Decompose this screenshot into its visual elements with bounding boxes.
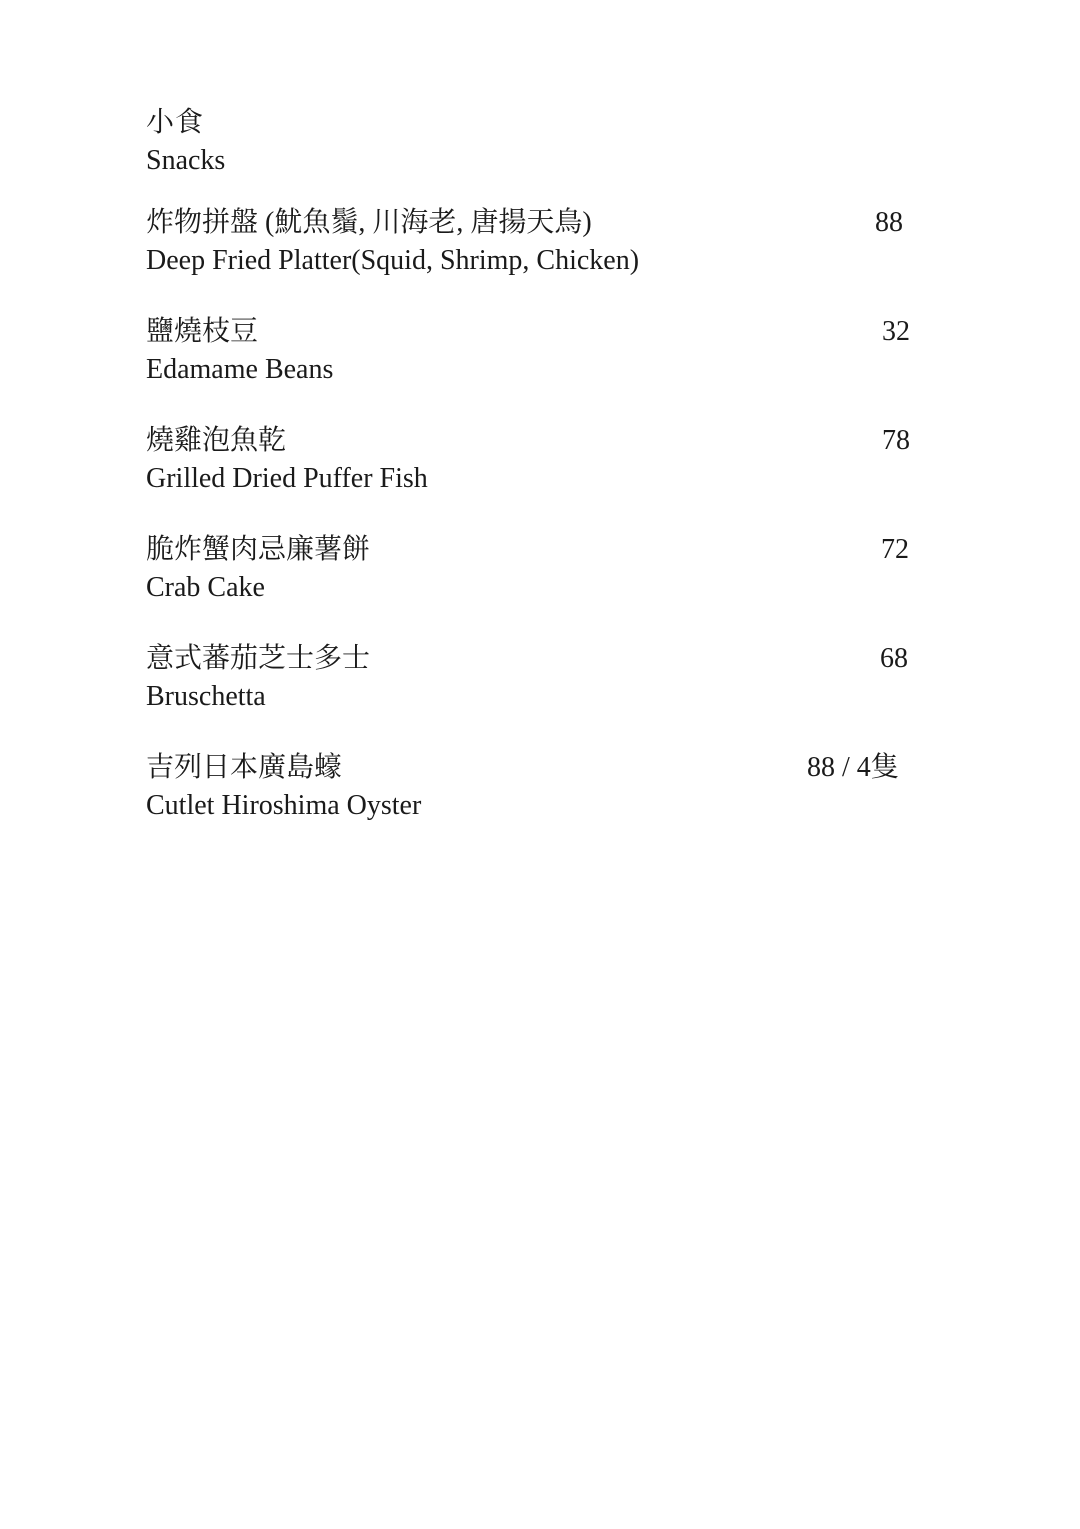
item-name-en: Bruschetta xyxy=(146,681,266,712)
menu-item-puffer-fish xyxy=(146,422,916,502)
menu-item-edamame xyxy=(146,313,916,393)
section-title-en: Snacks xyxy=(146,145,226,176)
item-name-en: Edamame Beans xyxy=(146,354,334,385)
item-price: 72 xyxy=(881,534,909,565)
item-price: 88 xyxy=(875,207,903,238)
item-name-zh: 意式蕃茄芝士多士 xyxy=(146,643,371,674)
item-price: 68 xyxy=(880,643,908,674)
section-title-zh: 小食 xyxy=(146,107,205,138)
menu-item-hiroshima-oyster xyxy=(146,749,916,829)
item-name-en: Cutlet Hiroshima Oyster xyxy=(146,790,422,821)
section-header xyxy=(146,104,225,180)
item-price: 88 / 4隻 xyxy=(807,752,899,783)
menu-item-crab-cake xyxy=(146,531,916,611)
menu-item-bruschetta xyxy=(146,640,916,720)
item-name-en: Grilled Dried Puffer Fish xyxy=(146,463,428,494)
item-price: 78 xyxy=(882,425,910,456)
menu-item-deep-fried-platter xyxy=(146,204,916,284)
item-name-zh: 炸物拼盤 (魷魚鬚, 川海老, 唐揚天鳥) xyxy=(146,207,592,238)
item-name-zh: 鹽燒枝豆 xyxy=(146,316,259,347)
item-name-zh: 脆炸蟹肉忌廉薯餅 xyxy=(146,534,371,565)
item-name-zh: 燒雞泡魚乾 xyxy=(146,425,287,456)
item-name-en: Crab Cake xyxy=(146,572,265,603)
item-name-en: Deep Fried Platter(Squid, Shrimp, Chicken) xyxy=(146,245,640,276)
item-name-zh: 吉列日本廣島蠔 xyxy=(146,752,343,783)
item-price: 32 xyxy=(882,316,910,347)
